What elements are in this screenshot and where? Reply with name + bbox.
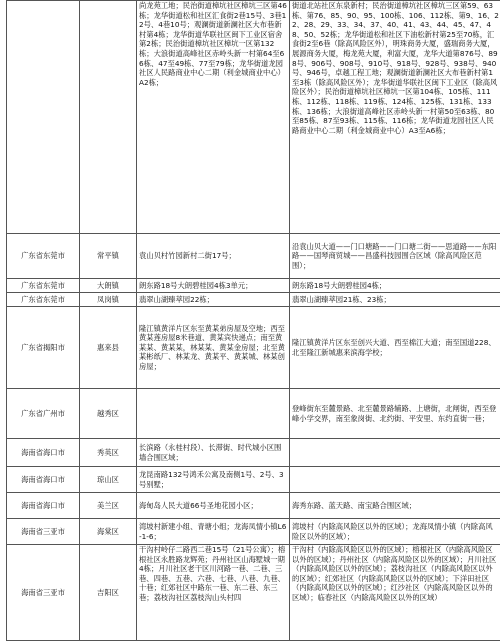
high-risk-area-cell: 长滨路（永桂村段）、长滞街、时代城小区围墙合围区域； [137, 439, 290, 467]
province-city-cell: 海南省海口市 [7, 467, 80, 493]
district-cell: 越秀区 [80, 389, 137, 439]
medium-risk-area-cell: 湾坡村（内除高风险区以外的区域）；龙海凤情小镇（内除高风险区以外的区域）； [290, 519, 500, 545]
high-risk-area-cell [137, 389, 290, 439]
district-cell [80, 1, 137, 234]
table-row [7, 545, 500, 641]
district-cell: 惠来县 [80, 307, 137, 389]
district-cell: 秀英区 [80, 439, 137, 467]
high-risk-area-cell: 湾坡村新建小组、青塘小组；龙海凤情小镇L6-1-6； [137, 519, 290, 545]
table-row [7, 439, 500, 467]
medium-risk-area-cell: 海秀东路、蓝天路、南宝路合围区域； [290, 493, 500, 519]
medium-risk-area-cell: 干沟村（内除高风险区以外的区域）；榕根社区（内除高风险区以外的区域）；丹州社区（内除高风险区以外的区域）；月川社区（内除高风险区以外的区域）；荔枝沟社区（内除高风险区以外的区域）；红郊社区（内除高风险区以外的区域）；下洋田社区（内除高风险区以外的区域）；红沙社区（内除高风险区以外的区域）；临春社区（内除高风险区以外的区域） [290, 545, 500, 641]
medium-risk-area-cell: 街道北站社区东泉新村；民治街道樟坑社区樟坑三区第59、63栋、第76、85、90、95、100栋、106、112栋、第9、16、22、28、29、33、34、37、40、41、43、44、45、47、48、50、52栋；龙华街道松和社区下油松新村第25至70栋，汇食街2至6巷（除高风险区外），明珠商务大厦，盛瑞商务大厦，展源商务大厦，梅龙苑大厦，利富大厦，龙华大道第876号、898号、906号、908号、910号、918号、928号、938号、940号、946号，卓越工程工地；观澜街道新澜社区大布巷新村第1至3栋（除高风险区外）；龙华街道华联社区闽下工业区（除高风险区外）；民治街道樟坑社区樟坑一区第104栋、105栋、111栋、112栋、118栋、119栋、124栋、125栋、131栋、133栋、136栋；大浪街道高峰社区赤岭头新一村第50至63栋、80至85栋、87至93栋、115栋、116栋；龙华街道龙园社区人民路商业中心二期（利金城商业中心）A3至A6栋； [290, 1, 500, 234]
province-city-cell: 海南省三亚市 [7, 519, 80, 545]
district-cell: 美兰区 [80, 493, 137, 519]
district-cell: 大朗镇 [80, 279, 137, 293]
medium-risk-area-cell: 翡翠山湖臻萃园21栋、23栋； [290, 293, 500, 307]
province-city-cell: 海南省海口市 [7, 493, 80, 519]
table-row [7, 279, 500, 293]
district-cell: 常平镇 [80, 234, 137, 279]
table-row [7, 493, 500, 519]
table-row [7, 307, 500, 389]
province-city-cell: 广东省揭阳市 [7, 307, 80, 389]
medium-risk-area-cell [290, 467, 500, 493]
high-risk-area-cell: 朗东路18号大朗碧桂园4栋3单元； [137, 279, 290, 293]
province-city-cell: 广东省广州市 [7, 389, 80, 439]
medium-risk-area-cell: 隆江镇黄洋片区东至创兴大道、西至棉江大道；南至国道228、北至隆江新城惠来滨海学校； [290, 307, 500, 389]
medium-risk-area-cell: 朗东路18号大朗碧桂园4栋； [290, 279, 500, 293]
province-city-cell: 广东省东莞市 [7, 234, 80, 279]
district-cell: 琼山区 [80, 467, 137, 493]
district-cell: 吉阳区 [80, 545, 137, 641]
table-row [7, 293, 500, 307]
table-row [7, 467, 500, 493]
province-city-cell: 海南省三亚市 [7, 545, 80, 641]
table-row [7, 1, 500, 234]
medium-risk-area-cell: 登峰街东至麓景路、北至麓景路辅路、上塘街，北闸街，西至登峰小学交界，南至象岗街、北约街、平安里、东约直街一巷； [290, 389, 500, 439]
high-risk-area-cell: 翡翠山湖臻萃园22栋； [137, 293, 290, 307]
high-risk-area-cell: 隆江镇黄洋片区东至黄某弟房屋及空地；西至黄某莲房屋8米巷道、黄某宾快递点；南至黄某某、黄某某，林某某、黄某金房屋；北至黄某彬纸厂、林某龙、黄某平、黄某城、林某创房屋； [137, 307, 290, 389]
medium-risk-area-cell [290, 439, 500, 467]
high-risk-area-cell: 袁山贝村竹园新村二街17号； [137, 234, 290, 279]
province-city-cell: 广东省东莞市 [7, 279, 80, 293]
table-row [7, 389, 500, 439]
table-row [7, 234, 500, 279]
district-cell: 海棠区 [80, 519, 137, 545]
district-cell: 凤岗镇 [80, 293, 137, 307]
province-city-cell: 广东省东莞市 [7, 293, 80, 307]
high-risk-area-cell: 尚龙苑工地；民治街道樟坑社区樟坑三区第46栋；龙华街道松和社区汇食街2巷15号、3巷12号、4巷10号；观澜街道新澜社区大布巷新村第4栋；龙华街道华联社区闽下工业区宿舍第2栋；民治街道樟坑社区樟坑一区第132栋；大浪街道高峰社区赤岭头新一村第64至66栋、47至49栋、77至79栋；龙华街道龙园社区人民路商业中心二期（利金城商业中心）A2栋； [137, 1, 290, 234]
high-risk-area-cell: 龙昆南路132号鸿禾公寓及南侧1号、2号、3号别墅； [137, 467, 290, 493]
medium-risk-area-cell: 沿袁山贝大道——门口塘路——门口塘二街——思道路——东阳路——国琴商贸城——昌盛科技园围合区域（除高风险区范围）； [290, 234, 500, 279]
high-risk-area-cell: 干沟村岭仔二路西二巷15号（21号公寓）；榕根社区永胜路龙辉苑；丹州社区山海墅城一期4栋；月川社区老干区川河路一巷、二巷、三巷、四巷、五巷、六巷、七巷、八巷、九巷、十巷；红郊社区中路东一巷、东二巷、东三巷；荔枝沟社区荔枝沟山头村四 [137, 545, 290, 641]
table-row [7, 519, 500, 545]
high-risk-area-cell: 海甸岛人民大道66号圣地花园小区； [137, 493, 290, 519]
risk-area-table [6, 0, 500, 641]
province-city-cell: 海南省海口市 [7, 439, 80, 467]
province-city-cell [7, 1, 80, 234]
